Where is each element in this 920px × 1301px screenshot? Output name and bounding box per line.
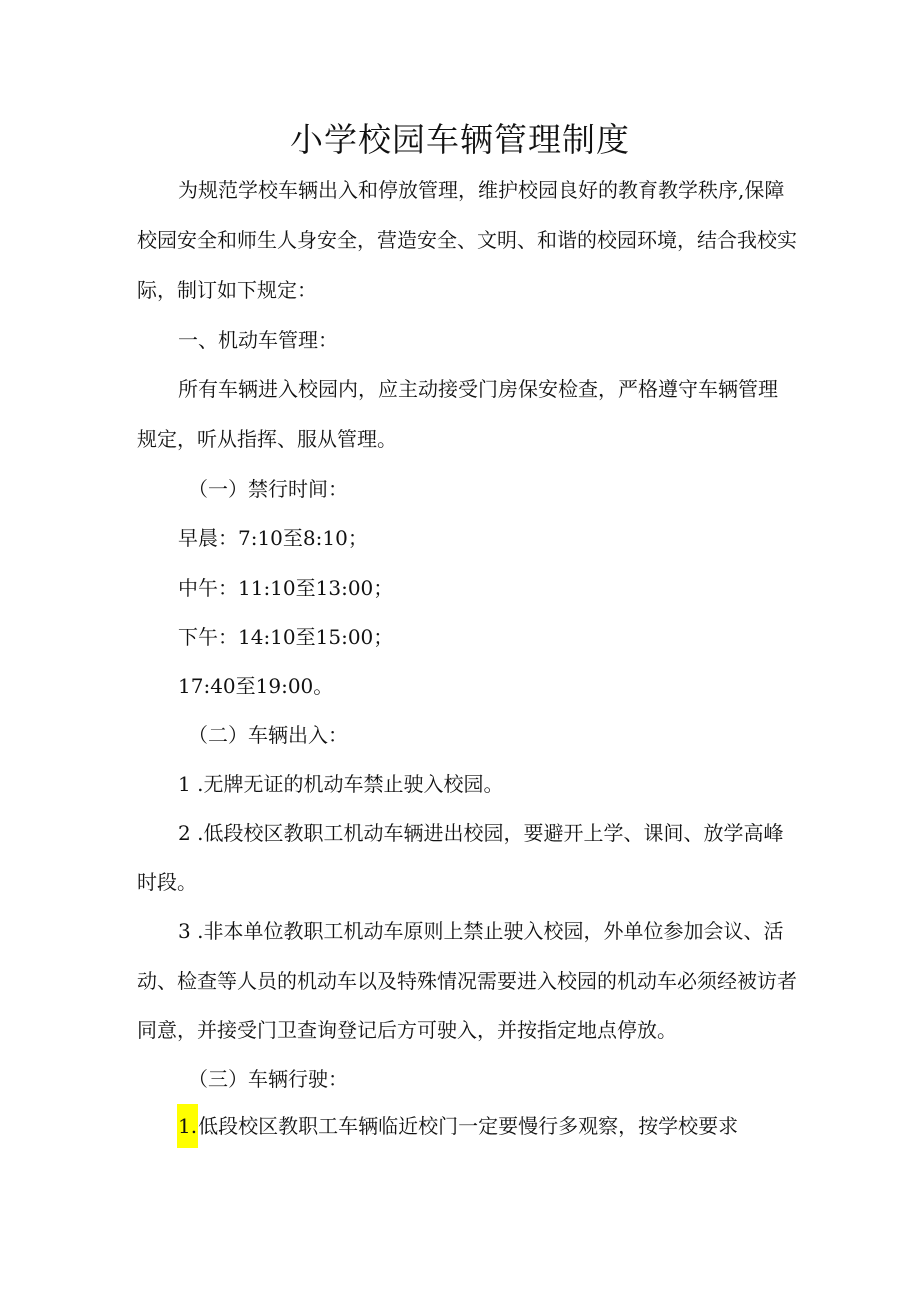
- rule-3-line-3: 同意，并接受门卫查询登记后方可驶入，并按指定地点停放。: [137, 1018, 677, 1042]
- section1-para-line-2: 规定，听从指挥、服从管理。: [137, 427, 397, 451]
- rule-4-text: 低段校区教职工车辆临近校门一定要慢行多观察，按学校要求: [198, 1114, 739, 1138]
- rule-3-line-2: 动、检查等人员的机动车以及特殊情况需要进入校园的机动车必须经被访者: [137, 969, 797, 993]
- intro-line-1: 为规范学校车辆出入和停放管理，维护校园良好的教育教学秩序,保障: [178, 178, 785, 202]
- subsection-heading-vehicle-driving: （三）车辆行驶：: [188, 1067, 348, 1091]
- document-title: 小学校园车辆管理制度: [290, 120, 630, 159]
- intro-line-3: 际，制订如下规定：: [137, 278, 317, 302]
- rule-2-line-1: 2 .低段校区教职工机动车辆进出校园，要避开上学、课间、放学高峰: [178, 821, 784, 845]
- section1-para-line-1: 所有车辆进入校园内，应主动接受门房保安检查，严格遵守车辆管理: [178, 377, 778, 401]
- rule-4: [177, 1104, 738, 1148]
- subsection-heading-restricted-time: （一）禁行时间：: [188, 477, 348, 501]
- rule-4-number-highlight: 1.: [177, 1104, 198, 1148]
- time-item-afternoon: 下午：14:10至15:00；: [178, 625, 394, 649]
- subsection-heading-vehicle-entry: （二）车辆出入：: [188, 723, 348, 747]
- section-heading-motor-vehicle: 一、机动车管理：: [178, 328, 338, 352]
- rule-3-line-1: 3 .非本单位教职工机动车原则上禁止驶入校园，外单位参加会议、活: [178, 919, 784, 943]
- time-item-noon: 中午：11:10至13:00；: [178, 576, 394, 600]
- rule-1: 1 .无牌无证的机动车禁止驶入校园。: [178, 772, 504, 796]
- time-item-evening: 17:40至19:00。: [178, 674, 334, 698]
- intro-line-2: 校园安全和师生人身安全，营造安全、文明、和谐的校园环境，结合我校实: [137, 228, 797, 252]
- rule-2-line-2: 时段。: [137, 870, 197, 894]
- time-item-morning: 早晨：7:10至8:10；: [178, 526, 368, 550]
